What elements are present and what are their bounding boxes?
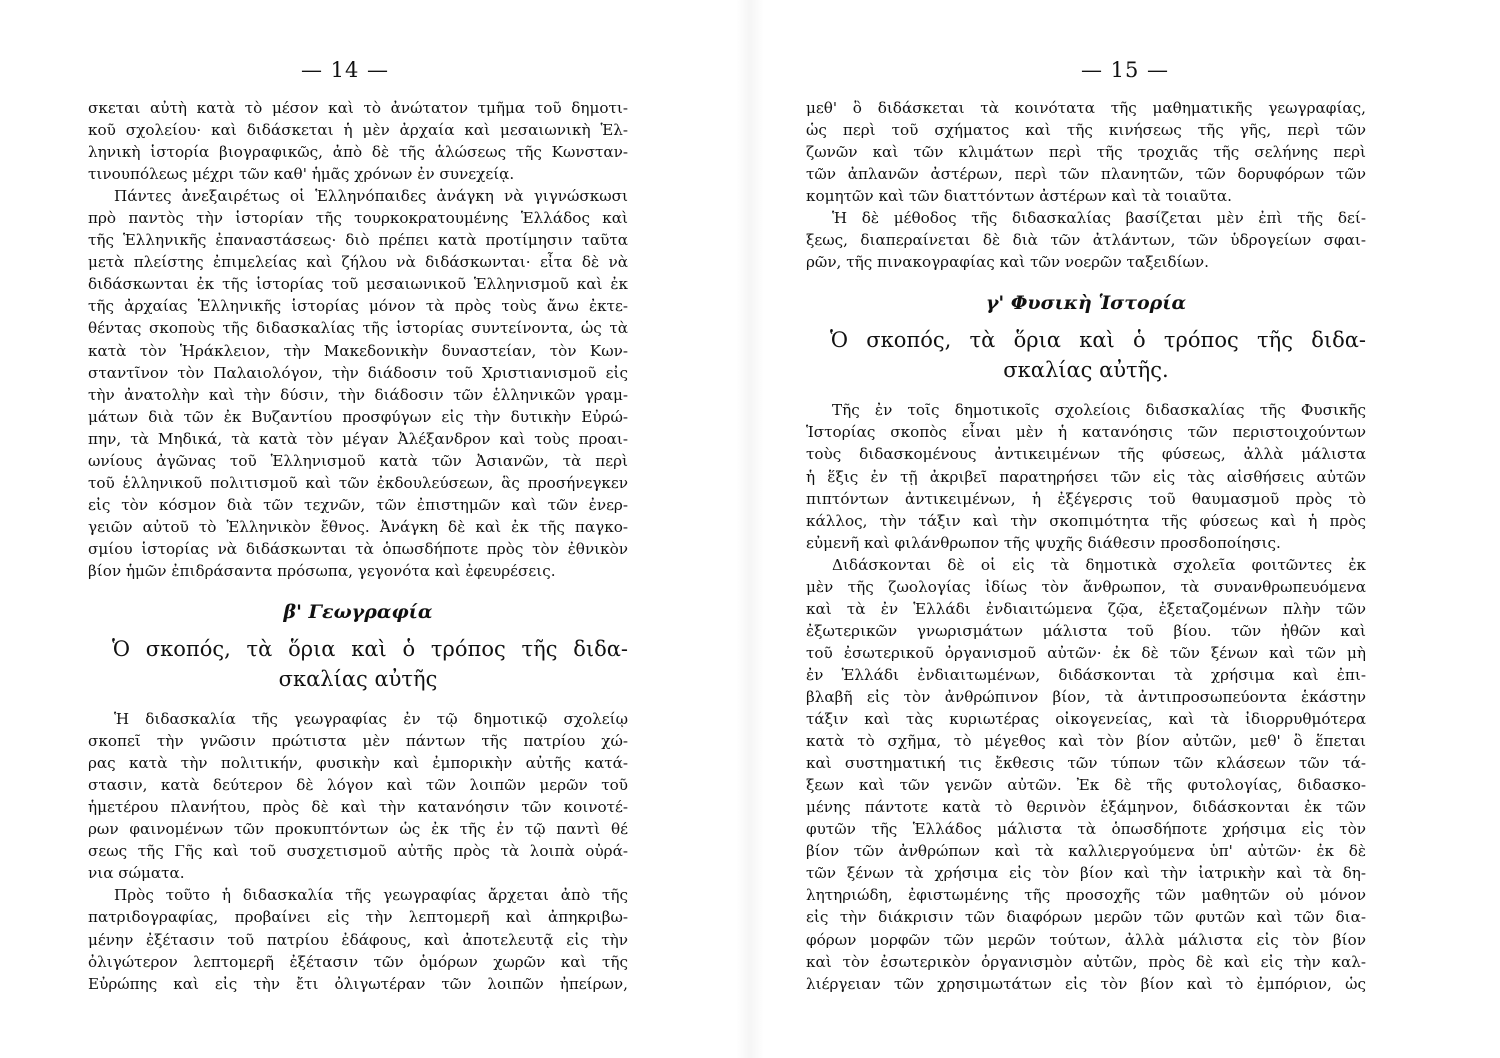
section-title: γ' Φυσικὴ Ἱστορία — [985, 292, 1187, 315]
text-line: πιπτόντων ἀντικειμένων, ἡ ἐξέγερσις τοῦ θαυμασμοῦ πρὸς τὸ — [806, 489, 1366, 508]
text-line: Εὐρώπης καὶ εἰς τὴν ἔτι ὀλιγωτέραν τῶν λοιπῶν ἠπείρων, — [88, 974, 628, 993]
text-line: τῶν ξένων τὰ χρήσιμα εἰς τὸν βίον καὶ τὴν ἰατρικὴν καὶ τὰ δη- — [806, 864, 1366, 883]
paragraph — [88, 97, 628, 185]
text-line: Πάντες ἀνεξαιρέτως οἱ Ἑλληνόπαιδες ἀνάγκη νὰ γιγνώσκωσι — [114, 187, 628, 206]
text-line: κάλλος, τὴν τάξιν καὶ τὴν σκοπιμότητα τῆς φύσεως καὶ ἡ πρὸς — [806, 511, 1366, 530]
text-line: Ἡ δὲ μέθοδος τῆς διδασκαλίας βασίζεται μὲν ἐπὶ τῆς δεί- — [832, 209, 1366, 228]
text-line: τὴν ἀνατολὴν καὶ τὴν δύσιν, τὴν διάδοσιν τῶν ἑλληνικῶν γραμ- — [88, 385, 628, 404]
text-line: τῆς ἀρχαίας Ἑλληνικῆς ἱστορίας μόνον τὰ πρὸς τοὺς ἄνω ἐκτε- — [88, 297, 628, 316]
section-subtitle: Ὁ σκοπός, τὰ ὅρια καὶ ὁ τρόπος τῆς διδα- — [112, 637, 628, 662]
text-line: λιέργειαν τῶν χρησιμωτάτων εἰς τὸν βίον καὶ τὸ ἐμπόριον, ὡς — [806, 974, 1366, 993]
text-line: μάτων διὰ τῶν ἐκ Βυζαντίου προσφύγων εἰς τὴν δυτικὴν Εὐρώ- — [88, 407, 628, 426]
text-line: στασιν, κατὰ δεύτερον δὲ λόγον καὶ τῶν λοιπῶν μερῶν τοῦ — [88, 776, 628, 795]
section-subtitle: σκαλίας αὐτῆς — [278, 667, 438, 692]
text-line: τοῦ ἑλληνικοῦ πολιτισμοῦ καὶ τῶν ἐκδουλεύσεων, ἃς προσήνεγκεν — [88, 473, 628, 492]
paragraph — [88, 708, 628, 884]
text-line: διδάσκωνται ἐκ τῆς ἱστορίας τοῦ μεσαιωνικοῦ Ἑλληνισμοῦ καὶ ἐκ — [88, 275, 628, 294]
text-line: Πρὸς τοῦτο ἡ διδασκαλία τῆς γεωγραφίας ἄρχεται ἀπὸ τῆς — [114, 886, 628, 905]
paragraph — [806, 207, 1366, 273]
section-title: β' Γεωγραφία — [283, 601, 433, 624]
paragraph — [88, 185, 628, 582]
text-line: Ἡ διδασκαλία τῆς γεωγραφίας ἐν τῷ δημοτικῷ σχολείῳ — [114, 710, 628, 729]
page-number: — 15 — — [1080, 58, 1170, 82]
text-line: φυτῶν τῆς Ἑλλάδος μάλιστα τὰ ὁπωσδήποτε χρήσιμα εἰς τὸν — [806, 820, 1366, 839]
text-line: πατριδογραφίας, προβαίνει εἰς τὴν λεπτομερῆ καὶ ἀπηκριβω- — [88, 908, 628, 927]
section-subtitle: Ὁ σκοπός, τὰ ὅρια καὶ ὁ τρόπος τῆς διδα- — [830, 328, 1366, 353]
text-line: ἡμετέρου πλανήτου, πρὸς δὲ καὶ τὴν κατανόησιν τῶν κοινοτέ- — [88, 798, 628, 817]
text-line: Ἱστορίας σκοπὸς εἶναι μὲν ἡ κατανόησις τῶν περιστοιχούντων — [806, 423, 1366, 442]
text-line: πην, τὰ Μηδικά, τὰ κατὰ τὸν μέγαν Ἀλέξανδρον καὶ τοὺς προαι- — [88, 429, 628, 448]
text-line: τοῦ ἐσωτερικοῦ ὀργανισμοῦ αὐτῶν· ἐκ δὲ τῶν ξένων καὶ τῶν μὴ — [806, 643, 1366, 662]
text-line: ξεων καὶ τῶν γενῶν αὐτῶν. Ἐκ δὲ τῆς φυτολογίας, διδασκο- — [806, 776, 1366, 795]
text-line: σκοπεῖ τὴν γνῶσιν πρώτιστα μὲν πάντων τῆς πατρίου χώ- — [88, 732, 628, 751]
text-line: βλαβῆ εἰς τὸν ἀνθρώπινον βίον, τὰ ἀντιπροσωπεύοντα ἑκάστην — [806, 687, 1366, 706]
text-line: τινουπόλεως μέχρι τῶν καθ' ἡμᾶς χρόνων ἐν συνεχείᾳ. — [88, 165, 515, 184]
text-line: ξεως, διαπεραίνεται δὲ διὰ τῶν ἀτλάντων, τῶν ὑδρογείων σφαι- — [806, 231, 1366, 250]
text-line: σταντῖνον τὸν Παλαιολόγον, τὴν διάδοσιν τοῦ Χριστιανισμοῦ εἰς — [88, 363, 628, 382]
text-line: βίον τῶν ἀνθρώπων καὶ τὰ καλλιεργούμενα ὑπ' αὐτῶν· ἐκ δὲ — [806, 842, 1366, 861]
paragraph — [806, 399, 1366, 553]
text-line: κοῦ σχολείου· καὶ διδάσκεται ἡ μὲν ἀρχαία καὶ μεσαιωνικὴ Ἑλ- — [88, 121, 628, 140]
text-line: θέντας σκοποὺς τῆς διδασκαλίας τῆς ἱστορίας συντείνοντα, ὡς τὰ — [88, 319, 628, 338]
text-line: ὀλιγώτερον λεπτομερῆ ἐξέτασιν τῶν ὁμόρων χωρῶν καὶ τῆς — [88, 952, 628, 971]
text-line: τῶν ἀπλανῶν ἀστέρων, περὶ τῶν πλανητῶν, τῶν δορυφόρων τῶν — [806, 165, 1366, 184]
text-line: εἰς τὸν κόσμον διὰ τῶν τεχνῶν, τῶν ἐπιστημῶν καὶ τῶν ἐνερ- — [88, 495, 628, 514]
text-line: τῆς Ἑλληνικῆς ἐπαναστάσεως· διὸ πρέπει κατὰ προτίμησιν ταῦτα — [88, 231, 628, 250]
text-line: ἐξωτερικῶν γνωρισμάτων μάλιστα τοῦ βίου. τῶν ἠθῶν καὶ — [806, 621, 1366, 640]
text-line: Διδάσκονται δὲ οἱ εἰς τὰ δημοτικὰ σχολεῖα φοιτῶντες ἐκ — [832, 555, 1366, 574]
text-line: Τῆς ἐν τοῖς δημοτικοῖς σχολείοις διδασκαλίας τῆς Φυσικῆς — [832, 401, 1366, 420]
text-line: βίον ἡμῶν ἐπιδράσαντα πρόσωπα, γεγονότα καὶ ἐφευρέσεις. — [88, 561, 556, 580]
section-subtitle: σκαλίας αὐτῆς. — [1003, 358, 1169, 383]
text-line: λητηριώδη, ἐφιστωμένης τῆς προσοχῆς τῶν μαθητῶν οὐ μόνον — [806, 886, 1366, 905]
text-line: τάξιν καὶ τὰς κυριωτέρας οἰκογενείας, καὶ τὰ ἰδιορρυθμότερα — [806, 710, 1366, 729]
page-number: — 14 — — [300, 58, 390, 82]
text-line: μετὰ πλείστης ἐπιμελείας καὶ ζήλου νὰ διδάσκωνται· εἶτα δὲ νὰ — [88, 253, 628, 272]
text-line: μένην ἐξέτασιν τοῦ πατρίου ἐδάφους, καὶ ἀποτελευτᾷ εἰς τὴν — [88, 930, 628, 949]
text-line: μεθ' ὃ διδάσκεται τὰ κοινότατα τῆς μαθηματικῆς γεωγραφίας, — [806, 99, 1366, 117]
text-line: φόρων μορφῶν τῶν μερῶν τούτων, ἀλλὰ μάλιστα εἰς τὸν βίον — [806, 930, 1366, 949]
paragraph — [806, 554, 1366, 995]
text-line: καὶ τὸν ἐσωτερικὸν ὀργανισμὸν αὐτῶν, πρὸς δὲ καὶ εἰς τὴν καλ- — [806, 952, 1366, 971]
text-line: εἰς τὴν διάκρισιν τῶν διαφόρων μερῶν τῶν φυτῶν καὶ τῶν δια- — [806, 908, 1366, 927]
text-line: σεως τῆς Γῆς καὶ τοῦ συσχετισμοῦ αὐτῆς πρὸς τὰ λοιπὰ οὐρά- — [88, 842, 628, 861]
text-line: κομητῶν καὶ τῶν διαττόντων ἀστέρων καὶ τὰ τοιαῦτα. — [806, 187, 1232, 206]
text-line: μένης πάντοτε κατὰ τὸ θερινὸν ἑξάμηνον, διδάσκονται ἐκ τῶν — [806, 798, 1366, 817]
text-line: ζωνῶν καὶ τῶν κλιμάτων περὶ τῆς τροχιᾶς τῆς σελήνης περὶ — [806, 143, 1366, 162]
text-line: γειῶν αὐτοῦ τὸ Ἑλληνικὸν ἔθνος. Ἀνάγκη δὲ καὶ ἐκ τῆς παγκο- — [88, 517, 628, 536]
text-line: εὐμενῆ καὶ φιλάνθρωπον τῆς ψυχῆς διάθεσιν προσδοποίησις. — [806, 533, 1281, 552]
text-line: νια σώματα. — [88, 864, 185, 883]
right-text-column — [806, 97, 1366, 995]
text-line: σμίου ἱστορίας νὰ διδάσκωνται τὰ ὁπωσδήποτε πρὸς τὸν ἐθνικὸν — [88, 539, 628, 558]
text-line: σκεται αὐτὴ κατὰ τὸ μέσον καὶ τὸ ἀνώτατον τμῆμα τοῦ δημοτι- — [88, 99, 628, 117]
text-line: ἐν Ἑλλάδι ἐνδιαιτωμένων, διδάσκονται τὰ χρήσιμα καὶ ἐπι- — [806, 665, 1366, 684]
text-line: ωνίους ἀγῶνας τοῦ Ἑλληνισμοῦ κατὰ τῶν Ἀσιανῶν, τὰ περὶ — [88, 451, 628, 470]
text-line: ρων φαινομένων τῶν προκυπτόντων ὡς ἐκ τῆς ἐν τῷ παντὶ θέ — [88, 820, 628, 839]
text-line: ὡς περὶ τοῦ σχήματος καὶ τῆς κινήσεως τῆς γῆς, περὶ τῶν — [806, 121, 1366, 140]
text-line: πρὸ παντὸς τὴν ἱστορίαν τῆς τουρκοκρατουμένης Ἑλλάδος καὶ — [88, 209, 628, 228]
text-line: ρῶν, τῆς πινακογραφίας καὶ τῶν νοερῶν ταξειδίων. — [806, 253, 1209, 272]
text-line: ἡ ἕξις ἐν τῇ ἀκριβεῖ παρατηρήσει τῶν εἰς τὰς αἰσθήσεις αὐτῶν — [806, 467, 1366, 486]
text-line: τοὺς διδασκομένους ἀντικειμένων τῆς φύσεως, ἀλλὰ μάλιστα — [806, 445, 1366, 464]
paragraph — [88, 884, 628, 994]
left-text-column — [88, 97, 628, 995]
text-line: καὶ τὰ ἐν Ἑλλάδι ἐνδιαιτώμενα ζῷα, ἐξεταζομένων πλὴν τῶν — [806, 599, 1366, 618]
text-line: κατὰ τὸ σχῆμα, τὸ μέγεθος καὶ τὸν βίον αὐτῶν, μεθ' ὃ ἕπεται — [806, 732, 1366, 751]
text-line: ρας κατὰ τὴν πολιτικήν, φυσικὴν καὶ ἐμπορικὴν αὐτῆς κατά- — [88, 754, 628, 773]
paragraph — [806, 97, 1366, 207]
text-line: καὶ συστηματική τις ἔκθεσις τῶν τύπων τῶν κλάσεων τῶν τά- — [806, 754, 1366, 773]
text-line: ληνικὴ ἱστορία βιογραφικῶς, ἀπὸ δὲ τῆς ἁλώσεως τῆς Κωνσταν- — [88, 143, 628, 162]
text-line: κατὰ τὸν Ἡράκλειον, τὴν Μακεδονικὴν δυναστείαν, τὸν Κων- — [88, 341, 628, 360]
text-line: μὲν τῆς ζωολογίας ἰδίως τὸν ἄνθρωπον, τὰ συνανθρωπευόμενα — [806, 577, 1366, 596]
right-page — [750, 0, 1500, 1058]
